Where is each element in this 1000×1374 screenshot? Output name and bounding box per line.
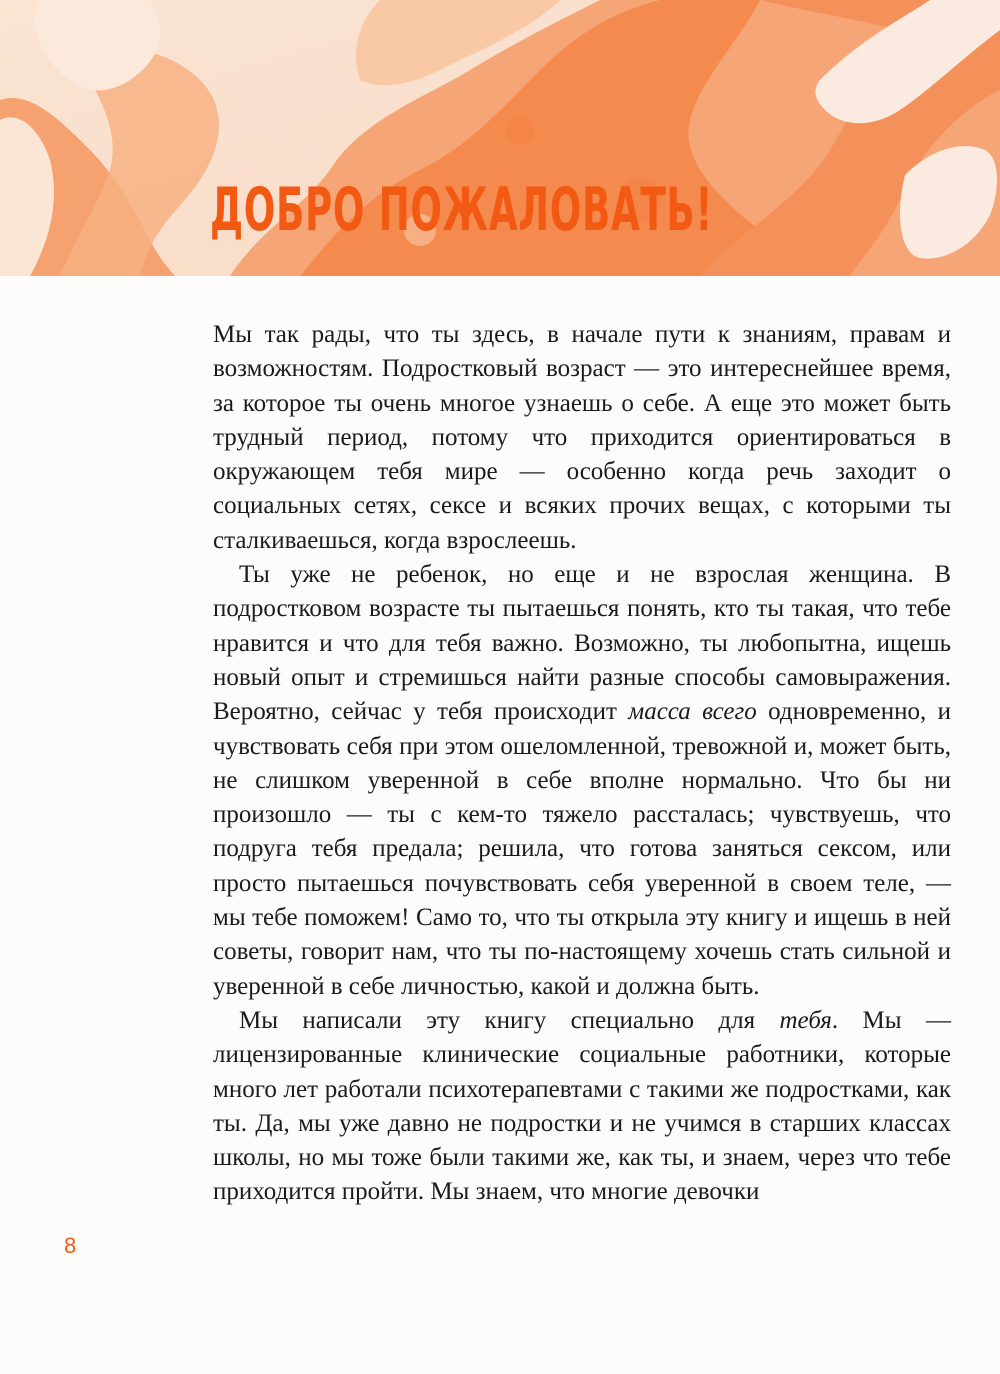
body-text [213, 318, 951, 1210]
paragraph-2 [213, 558, 951, 1004]
paragraph-1 [213, 318, 951, 558]
text-run-italic: тебя [779, 1006, 832, 1034]
header-banner [0, 0, 1000, 276]
paragraph-3 [213, 1004, 951, 1210]
text-run: Мы написали эту книгу специально для [239, 1006, 780, 1034]
text-run-italic: масса всего [628, 698, 757, 726]
page-number: 8 [64, 1233, 77, 1258]
chapter-title: ДОБРО ПОЖАЛОВАТЬ! [210, 175, 713, 245]
text-run: . Мы — лицензированные клинические социальные работники, которые много лет работали психотерапевтами с такими же подростками, как ты. Да, мы уже давно не подростки и не учимся в старших классах школы, но мы тоже были такими же, как ты, и знаем, через что тебе приходится пройти. Мы знаем, что многие девочки [213, 1006, 951, 1206]
text-run: Ты уже не ребенок, но еще и не взрослая женщина. В подростковом возрасте ты пытаешься понять, кто ты такая, что тебе нравится и что для тебя важно. Возможно, ты любопытна, ищешь новый опыт и стремишься найти разные способы самовыражения. Вероятно, сейчас у тебя происходит [213, 561, 951, 726]
text-run: Мы так рады, что ты здесь, в начале пути к знаниям, правам и возможностям. Подростковый возраст — это интереснейшее время, за которое ты очень многое узнаешь о себе. А еще это может быть трудный период, потому что приходится ориентироваться в окружающем тебя мире — особенно когда речь заходит о социальных сетях, сексе и всяких прочих вещах, с которыми ты сталкиваешься, когда взрослеешь. [213, 321, 951, 554]
text-run: одновременно, и чувствовать себя при этом ошеломленной, тревожной и, может быть, не слишком уверенной в себе вполне нормально. Что бы ни произошло — ты с кем-то тяжело рассталась; чувствуешь, что подруга тебя предала; решила, что готова заняться сексом, или просто пытаешься почувствовать себя уверенной в своем теле, — мы тебе поможем! Само то, что ты открыла эту книгу и ищешь в ней советы, говорит нам, что ты по-настоящему хочешь стать сильной и уверенной в себе личностью, какой и должна быть. [213, 698, 952, 1000]
